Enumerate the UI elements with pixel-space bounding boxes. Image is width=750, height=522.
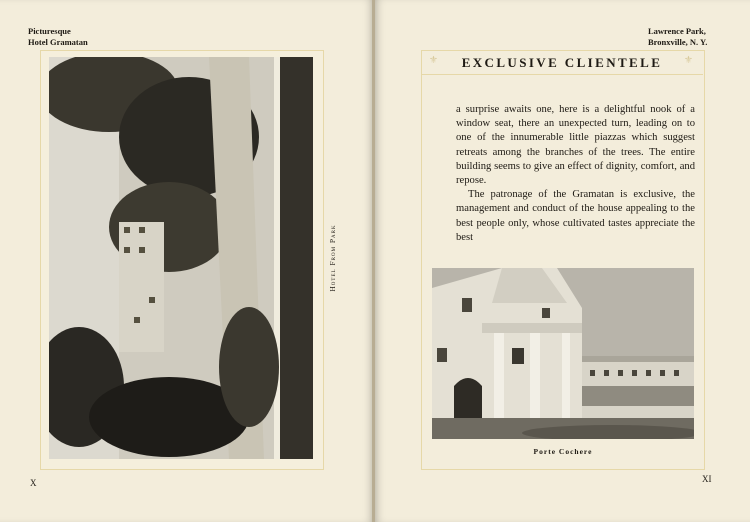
left-running-head-line-2: Hotel Gramatan: [28, 37, 88, 47]
porte-cochere-illustration: [432, 268, 694, 439]
body-paragraph-1: a surprise awaits one, here is a delightful nook of a window seat, there an unexpected turn, leading on to one of the innumerable little piazzas which suggest retreats among the branches of the trees. The entire building seems to give an effect of dignity, comfort, and repose.: [456, 104, 695, 187]
right-page-number: XI: [702, 474, 712, 484]
chapter-title: EXCLUSIVE CLIENTELE: [461, 55, 663, 70]
left-photo-caption-text: Hotel From Park: [328, 224, 337, 292]
porte-cochere-caption: Porte Cochere: [533, 447, 593, 456]
porte-cochere-photo: [432, 268, 694, 439]
fleur-de-lis-icon: ⚜: [684, 55, 693, 66]
body-text: [456, 103, 695, 245]
left-photo-caption: [328, 224, 338, 292]
chapter-title-band: [421, 50, 703, 75]
left-page-number: X: [30, 478, 37, 488]
right-running-head-line-2: Bronxville, N. Y.: [648, 37, 708, 47]
fleur-de-lis-icon: ⚜: [429, 55, 438, 66]
body-paragraph-2: The patronage of the Gramatan is exclusive, the management and conduct of the house appealing to the best people only, whose cultivated tastes appreciate the best: [456, 189, 695, 243]
right-running-head: [648, 26, 707, 48]
hotel-from-park-illustration: [49, 57, 313, 459]
hotel-from-park-photo: [49, 57, 313, 459]
right-running-head-line-1: Lawrence Park,: [648, 26, 706, 36]
left-running-head: [28, 26, 88, 48]
left-running-head-line-1: Picturesque: [28, 26, 71, 36]
